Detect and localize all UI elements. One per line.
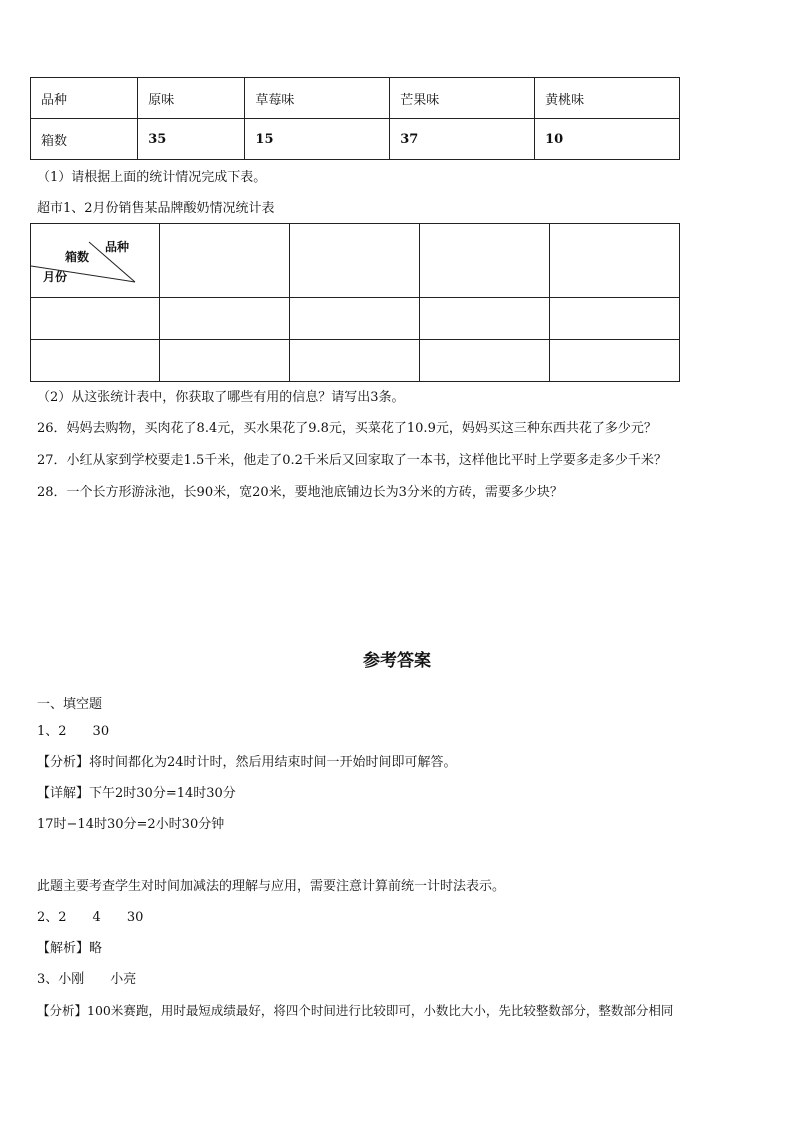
- table-row: [31, 119, 680, 160]
- answer-1-val: 30: [92, 724, 110, 739]
- table-row: [31, 340, 680, 382]
- table-cell: 35: [138, 119, 245, 160]
- table-cell: [420, 224, 550, 298]
- answer-title: 参考答案: [363, 651, 431, 671]
- question-27: 27．小红从家到学校要走1.5千米，他走了0.2千米后又回家取了一本书，这样他比平时上学要多走多少千米？: [37, 453, 667, 468]
- table-cell: [550, 340, 680, 382]
- table-cell: [290, 340, 420, 382]
- table-cell: 原味: [138, 78, 245, 119]
- table-row: [31, 298, 680, 340]
- table-cell: 草莓味: [245, 78, 390, 119]
- table-row: [31, 78, 680, 119]
- blank-stat-table: [30, 223, 680, 382]
- diagonal-lines: [31, 224, 159, 297]
- table-cell: [160, 298, 290, 340]
- table-cell: [420, 340, 550, 382]
- table-cell: [290, 298, 420, 340]
- diag-label-boxes: 箱数: [65, 250, 90, 264]
- answer-1-num: 1、2: [37, 724, 67, 739]
- question-26: 26．妈妈去购物，买肉花了8.4元，买水果花了9.8元，买菜花了10.9元，妈妈买这三种东西共花了多少元？: [37, 421, 657, 436]
- diagonal-header-cell: [31, 224, 160, 298]
- diag-label-variety: 品种: [105, 240, 130, 254]
- table-cell: [160, 224, 290, 298]
- table-cell: 箱数: [31, 119, 138, 160]
- table-cell: 10: [535, 119, 680, 160]
- table-cell: [420, 298, 550, 340]
- answer-1-note: 此题主要考查学生对时间加减法的理解与应用，需要注意计算前统一计时法表示。: [37, 879, 506, 894]
- instruction-2: （2）从这张统计表中，你获取了哪些有用的信息？请写出3条。: [37, 390, 405, 405]
- table-cell: [550, 298, 680, 340]
- table-cell: [31, 340, 160, 382]
- instruction-1: （1）请根据上面的统计情况完成下表。: [37, 170, 267, 185]
- table-cell: 芒果味: [390, 78, 535, 119]
- table-cell: 品种: [31, 78, 138, 119]
- question-28: 28．一个长方形游泳池，长90米，宽20米，要地池底铺边长为3分米的方砖，需要多少块？: [37, 485, 563, 500]
- table-cell: [290, 224, 420, 298]
- answer-3-num: 3、小刚: [37, 972, 85, 987]
- answer-2-v1: 4: [92, 910, 101, 925]
- table-cell: [550, 224, 680, 298]
- table2-title: 超市1、2月份销售某品牌酸奶情况统计表: [37, 201, 275, 216]
- answer-1-calc: 17时−14时30分=2小时30分钟: [37, 817, 225, 832]
- answer-1-detail: 【详解】下午2时30分=14时30分: [37, 786, 236, 801]
- diag-label-month: 月份: [43, 270, 68, 284]
- table-row: [31, 224, 680, 298]
- answer-3-analysis: 【分析】100米赛跑，用时最短成绩最好，将四个时间进行比较即可，小数比大小，先比较整数部分，整数部分相同: [37, 1003, 674, 1018]
- answer-1-analysis: 【分析】将时间都化为24时计时，然后用结束时间一开始时间即可解答。: [37, 755, 457, 770]
- answer-3-val: 小亮: [110, 972, 137, 987]
- answer-2-num: 2、2: [37, 910, 67, 925]
- table-cell: 37: [390, 119, 535, 160]
- answer-2-analysis: 【解析】略: [37, 941, 103, 956]
- answer-2-v2: 30: [126, 910, 144, 925]
- answer-3: [37, 971, 136, 989]
- table-cell: [160, 340, 290, 382]
- flavor-table: [30, 77, 680, 160]
- table-cell: [31, 298, 160, 340]
- answer-2: [37, 909, 143, 927]
- table-cell: 黄桃味: [535, 78, 680, 119]
- table-cell: 15: [245, 119, 390, 160]
- section-heading: 一、填空题: [37, 697, 103, 712]
- answer-1: [37, 723, 109, 741]
